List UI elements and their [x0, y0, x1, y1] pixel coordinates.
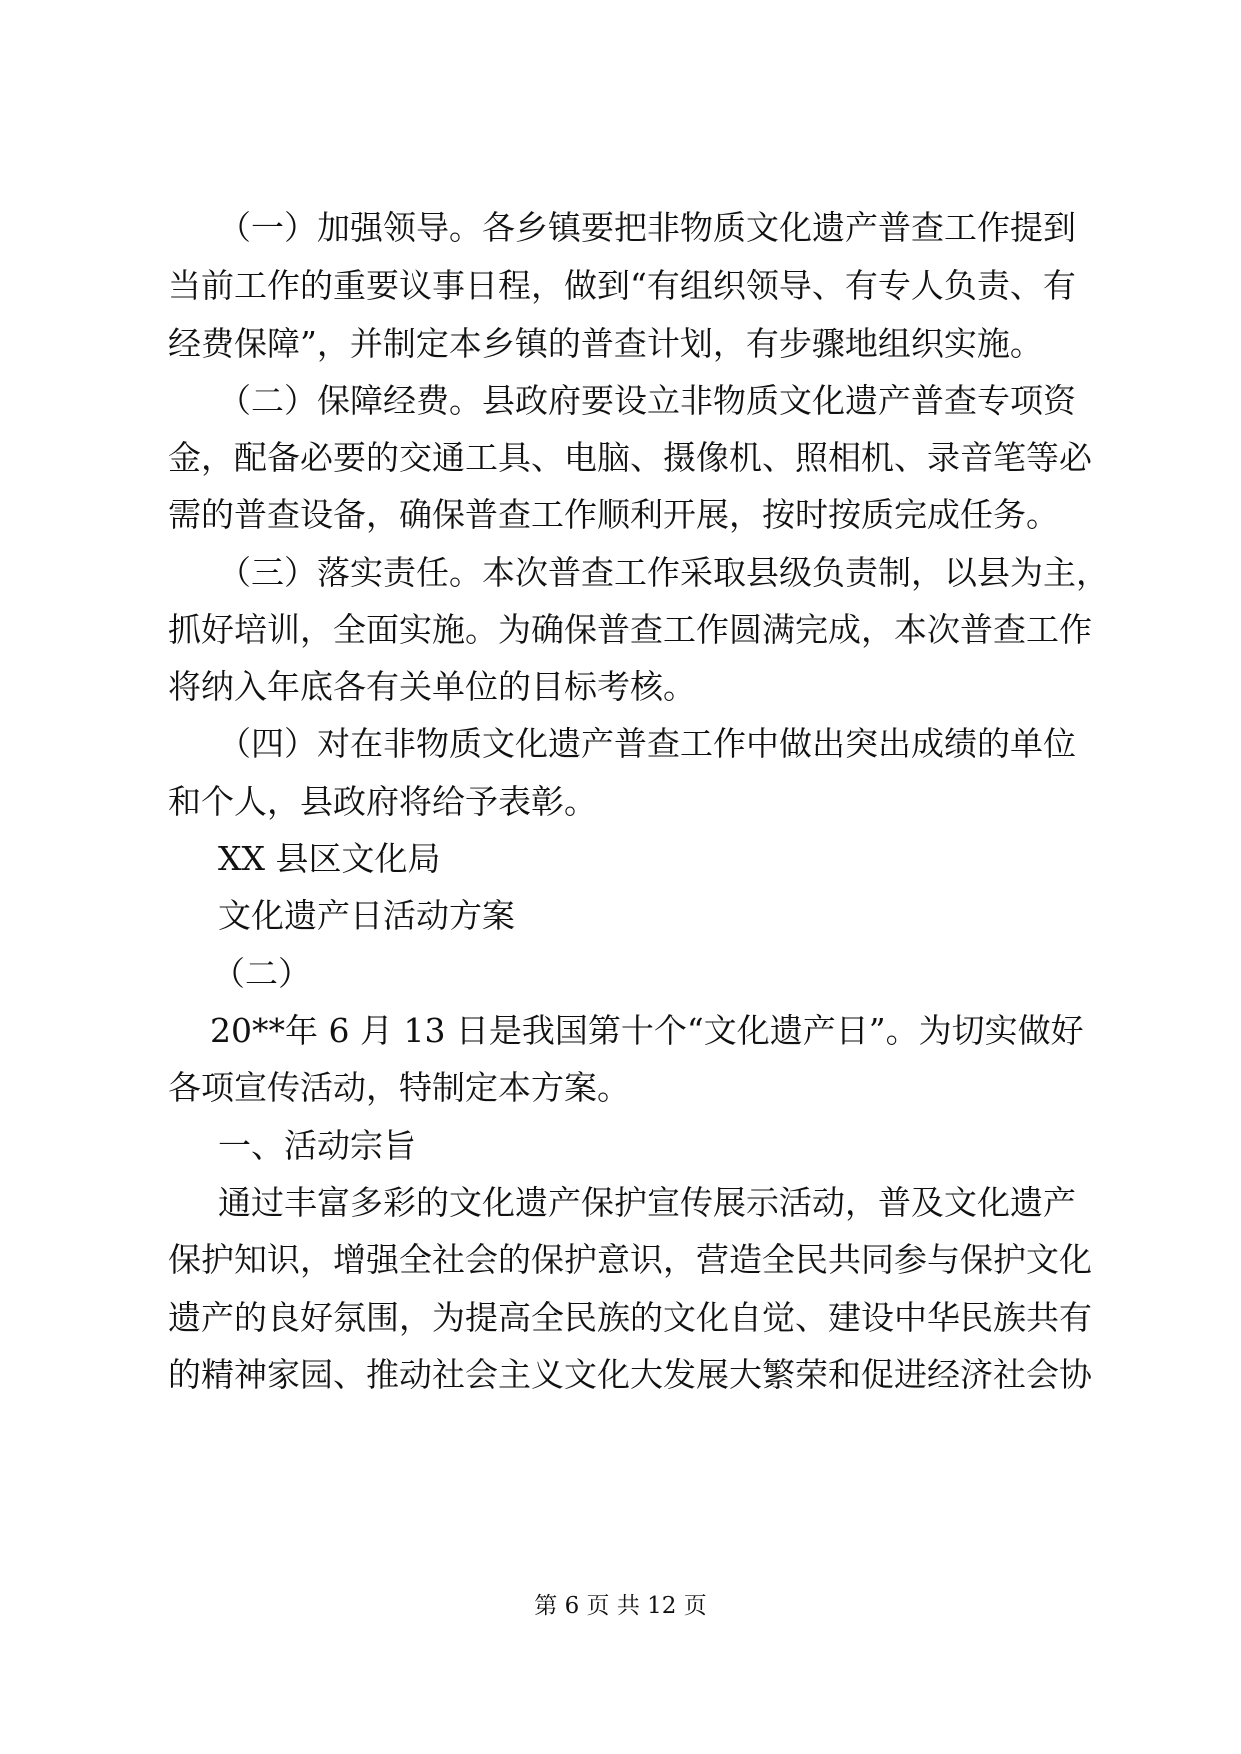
body-line: （四）对在非物质文化遗产普查工作中做出突出成绩的单位 [218, 724, 1076, 763]
section-number: （二） [212, 954, 311, 993]
document-title: 文化遗产日活动方案 [218, 896, 515, 935]
body-line: 和个人，县政府将给予表彰。 [168, 782, 597, 821]
body-line: 的精神家园、推动社会主义文化大发展大繁荣和促进经济社会协 [168, 1355, 1092, 1394]
body-line: 各项宣传活动，特制定本方案。 [168, 1068, 630, 1107]
body-line: 当前工作的重要议事日程，做到“有组织领导、有专人负责、有 [168, 266, 1076, 305]
section-heading: 一、活动宗旨 [218, 1126, 416, 1165]
signature-line: XX 县区文化局 [218, 839, 441, 878]
body-line: 通过丰富多彩的文化遗产保护宣传展示活动，普及文化遗产 [218, 1183, 1076, 1222]
body-line: 经费保障”，并制定本乡镇的普查计划，有步骤地组织实施。 [168, 324, 1043, 363]
page-number-footer: 第 6 页 共 12 页 [534, 1593, 707, 1619]
body-line: 抓好培训，全面实施。为确保普查工作圆满完成，本次普查工作 [168, 610, 1092, 649]
body-line: 保护知识，增强全社会的保护意识，营造全民共同参与保护文化 [168, 1240, 1092, 1279]
body-line: 20**年 6 月 13 日是我国第十个“文化遗产日”。为切实做好 [210, 1011, 1084, 1050]
body-line: （三）落实责任。本次普查工作采取县级负责制，以县为主， [218, 553, 1109, 592]
body-line: 金，配备必要的交通工具、电脑、摄像机、照相机、录音笔等必 [168, 438, 1092, 477]
body-line: 将纳入年底各有关单位的目标考核。 [168, 667, 696, 706]
body-line: 需的普查设备，确保普查工作顺利开展，按时按质完成任务。 [168, 495, 1059, 534]
body-line: 遗产的良好氛围，为提高全民族的文化自觉、建设中华民族共有 [168, 1298, 1092, 1337]
body-line: （二）保障经费。县政府要设立非物质文化遗产普查专项资 [218, 381, 1076, 420]
body-line: （一）加强领导。各乡镇要把非物质文化遗产普查工作提到 [218, 208, 1076, 247]
